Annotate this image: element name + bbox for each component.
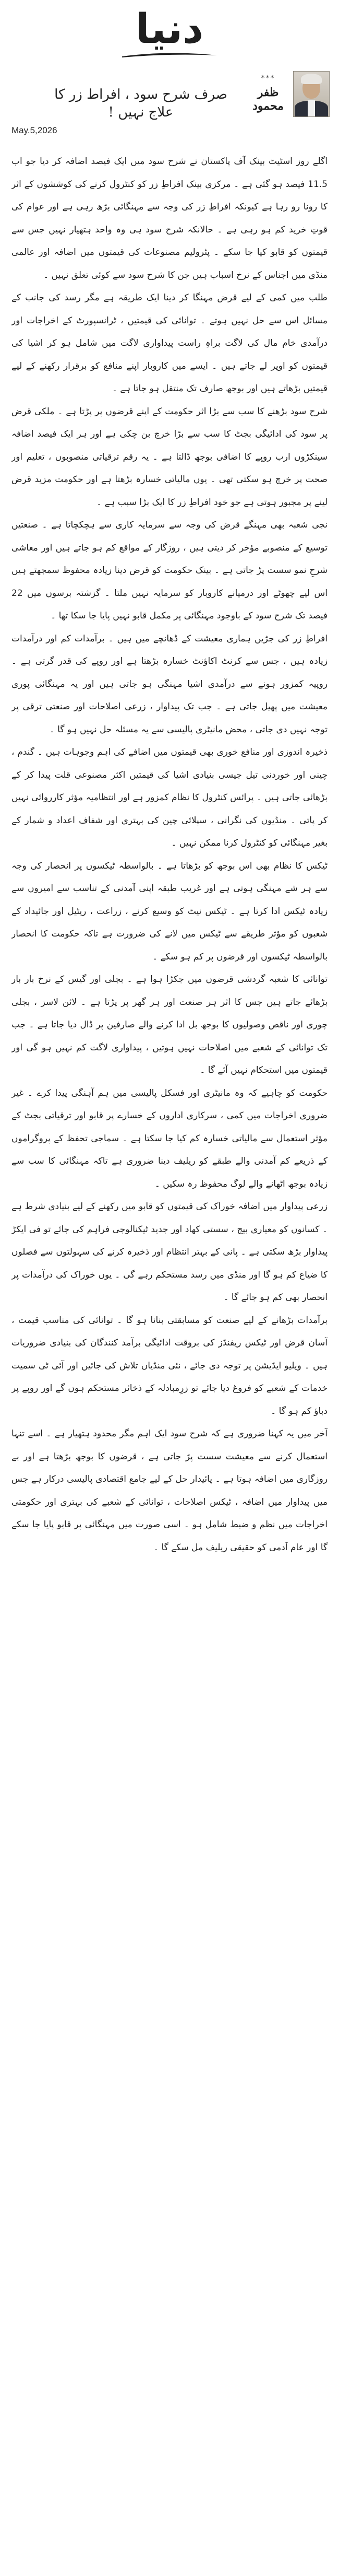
article-paragraph: افراطِ زر کی جڑیں ہماری معیشت کے ڈھانچے میں ہیں ۔ برآمدات کم اور درآمدات زیادہ ہیں ، جس سے کرنٹ اکاؤنٹ خسارہ بڑھتا ہے اور روپے کی قدر گرتی ہے ۔ روپیہ کمزور ہونے سے درآمدی اشیا مہنگی ہو جاتی ہیں اور یہ مہنگائی پوری معیشت میں پھیل جاتی ہے ۔ جب تک پیداوار ، زرعی اصلاحات اور صنعتی ترقی پر توجہ نہیں دی جاتی ، محض مانیٹری پالیسی سے یہ مسئلہ حل نہیں ہو گا ۔	[11, 633, 328, 735]
article-paragraph: زرعی پیداوار میں اضافہ خوراک کی قیمتوں کو قابو میں رکھنے کے لیے بنیادی شرط ہے ۔ کسانوں کو معیاری بیج ، سستی کھاد اور جدید ٹیکنالوجی فراہم کی جائے تو فی ایکڑ پیداوار بڑھ سکتی ہے ۔ پانی کے بہتر انتظام اور ذخیرہ کرنے کی سہولتوں سے فصلوں کا ضیاع کم ہو گا اور منڈی میں رسد مستحکم رہے گی ۔ یوں خوراک کی درآمدات پر انحصار بھی کم ہو جائے گا ۔	[11, 1201, 328, 1303]
author-name: ظفر محمود	[252, 86, 284, 113]
article-paragraph: ٹیکس کا نظام بھی اس بوجھ کو بڑھاتا ہے ۔ بالواسطہ ٹیکسوں پر انحصار کی وجہ سے ہر شے مہنگی ہوتی ہے اور غریب طبقہ اپنی آمدنی کے تناسب سے امیروں سے زیادہ ٹیکس ادا کرتا ہے ۔ ٹیکس نیٹ کو وسیع کرنے ، زراعت ، ریٹیل اور جائیداد کے شعبوں کو مؤثر طریقے سے ٹیکس میں لانے کی ضرورت ہے تاکہ حکومت کا انحصار بالواسطہ ٹیکسوں اور قرضوں پر کم ہو سکے ۔	[11, 860, 328, 962]
logo-swoosh-icon	[121, 51, 218, 58]
newspaper-logo	[116, 3, 223, 62]
article-paragraph: نجی شعبہ بھی مہنگے قرض کی وجہ سے سرمایہ کاری سے ہچکچاتا ہے ۔ صنعتیں توسیع کے منصوبے مؤخر کر دیتی ہیں ، روزگار کے مواقع کم ہو جاتے ہیں اور معاشی شرحِ نمو سست پڑ جاتی ہے ۔ بینک حکومت کو قرض دینا زیادہ محفوظ سمجھتے ہیں اس لیے چھوٹے اور درمیانے کاروبار کو سرمایہ نہیں ملتا ۔ گزشتہ برسوں میں 22 فیصد تک شرح سود کے باوجود مہنگائی پر مکمل قابو نہیں پایا جا سکا تھا ۔	[11, 520, 328, 621]
article-body	[11, 150, 328, 2553]
author-stars: ***	[261, 74, 275, 83]
article-headline: صرف شرح سود ، افراط زر کا علاج نہیں !	[54, 87, 227, 120]
article-paragraph: اگلے روز اسٹیٹ بینک آف پاکستان نے شرح سود میں ایک فیصد اضافہ کر دیا جو اب 11.5 فیصد ہو گئی ہے ۔ مرکزی بینک افراطِ زر کو کنٹرول کرنے کی کوششوں کے اثر کا رونا رو رہا ہے کیونکہ افراطِ زر کی وجہ سے مہنگائی بڑھ رہی ہے اور عوام کی قوتِ خرید کم ہو رہی ہے ۔ حالانکہ شرح سود ہی وہ واحد ہتھیار نہیں جس سے قیمتوں کو قابو کیا جا سکے ۔ پٹرولیم مصنوعات کی قیمتوں میں اضافہ اور عالمی منڈی میں اجناس کے نرخ اسباب ہیں جن کا شرح سود سے کوئی تعلق نہیں ۔	[11, 156, 328, 280]
article-paragraph: توانائی کا شعبہ گردشی قرضوں میں جکڑا ہوا ہے ۔ بجلی اور گیس کے نرخ بار بار بڑھائے جاتے ہیں جس کا اثر ہر صنعت اور ہر گھر پر پڑتا ہے ۔ لائن لاسز ، بجلی چوری اور ناقص وصولیوں کا بوجھ بل ادا کرنے والے صارفین پر ڈال دیا جاتا ہے ۔ جب تک توانائی کے شعبے میں اصلاحات نہیں ہوتیں ، پیداواری لاگت کم نہیں ہو گی اور قیمتوں میں استحکام نہیں آئے گا ۔	[11, 974, 328, 1075]
publish-date: May.5,2026	[11, 125, 57, 135]
logo-text: دنیا	[135, 6, 204, 53]
article-paragraph: ذخیرہ اندوزی اور منافع خوری بھی قیمتوں میں اضافے کی اہم وجوہات ہیں ۔ گندم ، چینی اور خوردنی تیل جیسی بنیادی اشیا کی قیمتیں اکثر مصنوعی قلت پیدا کر کے بڑھائی جاتی ہیں ۔ پرائس کنٹرول کا نظام کمزور ہے اور انتظامیہ مؤثر کارروائی نہیں کر پاتی ۔ منڈیوں کی نگرانی ، سپلائی چین کی بہتری اور شفاف اعداد و شمار کے بغیر مہنگائی کو کنٹرول کرنا ممکن نہیں ۔	[11, 747, 328, 848]
article-paragraph: حکومت کو چاہیے کہ وہ مانیٹری اور فسکل پالیسی میں ہم آہنگی پیدا کرے ۔ غیر ضروری اخراجات میں کمی ، سرکاری اداروں کے خسارے پر قابو اور ترقیاتی بجٹ کے مؤثر استعمال سے مالیاتی خسارہ کم کیا جا سکتا ہے ۔ سماجی تحفظ کے پروگراموں کے ذریعے کم آمدنی والے طبقے کو ریلیف دینا ضروری ہے تاکہ مہنگائی کا سب سے زیادہ بوجھ اٹھانے والے لوگ محفوظ رہ سکیں ۔	[11, 1087, 328, 1189]
author-photo	[293, 71, 330, 117]
newspaper-masthead	[0, 0, 339, 65]
article-paragraph: برآمدات بڑھانے کے لیے صنعت کو مسابقتی بنانا ہو گا ۔ توانائی کی مناسب قیمت ، آسان قرض اور ٹیکس ریفنڈز کی بروقت ادائیگی برآمد کنندگان کی بنیادی ضروریات ہیں ۔ ویلیو ایڈیشن پر توجہ دی جائے ، نئی منڈیاں تلاش کی جائیں اور آئی ٹی سمیت خدمات کے شعبے کو فروغ دیا جائے تو زرِمبادلہ کے ذخائر مستحکم ہوں گے اور روپے پر دباؤ کم ہو گا ۔	[11, 1315, 328, 1416]
article-paragraph: طلب میں کمی کے لیے قرض مہنگا کر دینا ایک طریقہ ہے مگر رسد کی جانب کے مسائل اس سے حل نہیں ہوتے ۔ توانائی کی قیمتیں ، ٹرانسپورٹ کے اخراجات اور درآمدی خام مال کی لاگت براہِ راست پیداواری لاگت میں شامل ہو کر اشیا کی قیمتوں کو اوپر لے جاتے ہیں ۔ ایسے میں کاروبار اپنے منافع کو برقرار رکھنے کے لیے قیمتیں بڑھاتے ہیں اور بوجھ صارف تک منتقل ہو جاتا ہے ۔	[11, 292, 328, 394]
column-header	[0, 71, 339, 149]
article-paragraph: شرح سود بڑھنے کا سب سے بڑا اثر حکومت کے اپنے قرضوں پر پڑتا ہے ۔ ملکی قرض پر سود کی ادائیگی بجٹ کا سب سے بڑا خرچ بن چکی ہے اور ہر ایک فیصد اضافہ سینکڑوں ارب روپے کا اضافی بوجھ ڈالتا ہے ۔ یہ رقم ترقیاتی منصوبوں ، تعلیم اور صحت پر خرچ ہو سکتی تھی ۔ یوں مالیاتی خسارہ بڑھتا ہے اور حکومت مزید قرض لینے پر مجبور ہوتی ہے جو خود افراطِ زر کا ایک بڑا سبب ہے ۔	[11, 406, 328, 508]
article-paragraph: آخر میں یہ کہنا ضروری ہے کہ شرح سود ایک اہم مگر محدود ہتھیار ہے ۔ اسے تنہا استعمال کرنے سے معیشت سست پڑ جاتی ہے ، قرضوں کا بوجھ بڑھتا ہے اور بے روزگاری میں اضافہ ہوتا ہے ۔ پائیدار حل کے لیے جامع اقتصادی پالیسی درکار ہے جس میں پیداوار میں اضافہ ، ٹیکس اصلاحات ، توانائی کے شعبے کی بہتری اور حکومتی اخراجات میں نظم و ضبط شامل ہو ۔ اسی صورت میں مہنگائی پر قابو پایا جا سکے گا اور عام آدمی کو حقیقی ریلیف مل سکے گا ۔	[11, 1428, 328, 1553]
